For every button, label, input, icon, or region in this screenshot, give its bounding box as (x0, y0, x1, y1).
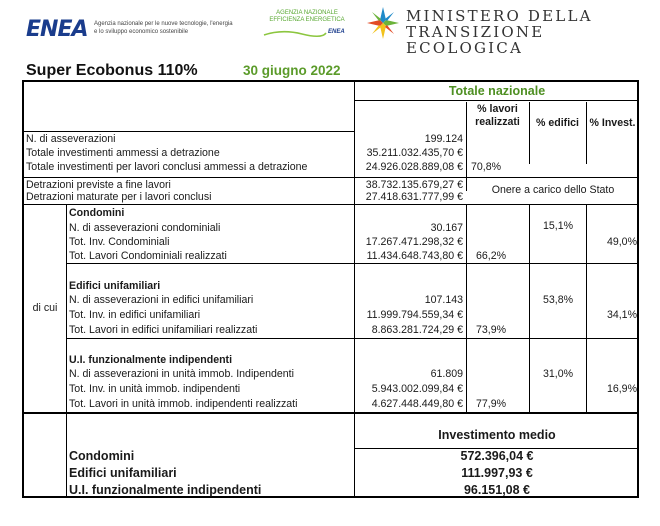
group-row-value: 4.627.448.449,80 € (371, 398, 463, 410)
group-pct-invest: 34,1% (606, 309, 637, 321)
group-row-label: N. di asseverazioni condominiali (69, 222, 221, 234)
invest-medio-label: Edifici unifamiliari (69, 466, 177, 480)
row-label-asseverazioni: N. di asseverazioni (26, 133, 116, 145)
row-pct-lavori-conclusi: 70,8% (471, 161, 502, 173)
group-pct-edifici: 53,8% (543, 294, 574, 306)
invest-medio-label: U.I. funzionalmente indipendenti (69, 483, 262, 497)
row-value-detrazioni-previste: 38.732.135.679,27 € (365, 179, 463, 191)
group-pct-invest: 49,0% (606, 236, 637, 248)
invest-medio-label: Condomini (69, 449, 135, 463)
ministry-line-2: TRANSIZIONE ECOLOGICA (406, 23, 545, 57)
row-value-asseverazioni: 199.124 (424, 133, 463, 145)
group-row-value: 5.943.002.099,84 € (371, 383, 463, 395)
group-pct-lavori: 66,2% (476, 250, 507, 262)
group-pct-lavori: 73,9% (476, 324, 507, 336)
group-row-label: Tot. Inv. in unità immob. indipendenti (69, 383, 241, 395)
col-header-pct-lavori-line-1: % lavori (477, 103, 518, 115)
enea-tagline-line-1: Agenzia nazionale per le nuove tecnologie, l'energia (94, 21, 233, 27)
invest-medio-value: 111.997,93 € (461, 466, 533, 480)
group-row-value: 8.863.281.724,29 € (371, 324, 463, 336)
enea-tagline (94, 20, 254, 36)
group-title-condomini: Condomini (69, 207, 125, 219)
agency-line-2: EFFICIENZA ENERGETICA (269, 17, 345, 23)
onere-stato-note: Onere a carico dello Stato (491, 184, 615, 196)
investimento-medio-header: Investimento medio (438, 428, 556, 442)
invest-medio-value: 96.151,08 € (463, 483, 531, 497)
group-pct-edifici: 15,1% (543, 220, 574, 232)
group-row-label: N. di asseverazioni in edifici unifamiliari (69, 294, 254, 306)
row-value-detrazioni-maturate: 27.418.631.777,99 € (365, 191, 463, 203)
row-label-detrazioni-previste: Detrazioni previste a fine lavori (26, 179, 171, 191)
statistics-table (22, 80, 639, 498)
group-row-label: N. di asseverazioni in unità immob. Indipendenti (69, 368, 294, 380)
group-title-unifamiliari: Edifici unifamiliari (69, 280, 161, 292)
col-header-pct-edifici: % edifici (536, 117, 579, 129)
col-header-pct-lavori (466, 103, 529, 129)
group-row-label: Tot. Lavori Condominiali realizzati (69, 250, 227, 262)
group-pct-lavori: 77,9% (476, 398, 507, 410)
agency-line-1: AGENZIA NAZIONALE (276, 10, 338, 16)
group-row-value: 11.999.794.559,34 € (366, 309, 463, 321)
ministry-star-icon (366, 6, 400, 40)
section-header-totale-nazionale: Totale nazionale (448, 84, 546, 98)
enea-tagline-line-2: e lo sviluppo economico sostenibile (94, 29, 189, 35)
group-row-value: 11.434.648.743,80 € (366, 250, 463, 262)
row-value-lavori-conclusi: 24.926.028.889,08 € (365, 161, 463, 173)
row-label-lavori-conclusi: Totale investimenti per lavori conclusi ammessi a detrazione (26, 161, 308, 173)
invest-medio-value: 572.396,04 € (460, 449, 534, 463)
row-label-investimenti-ammessi: Totale investimenti ammessi a detrazione (26, 147, 220, 159)
group-row-label: Tot. Lavori in unità immob. indipendenti realizzati (69, 398, 298, 410)
group-row-label: Tot. Inv. Condominiali (69, 236, 170, 248)
group-row-value: 107.143 (424, 294, 463, 306)
report-title: Super Ecobonus 110% (26, 62, 198, 79)
group-pct-invest: 16,9% (606, 383, 637, 395)
group-row-value: 30.167 (430, 222, 463, 234)
group-title-ui-indipendenti: U.I. funzionalmente indipendenti (69, 354, 233, 366)
enea-logo (26, 18, 90, 42)
row-label-detrazioni-maturate: Detrazioni maturate per i lavori conclusi (26, 191, 212, 203)
agency-logo (262, 10, 352, 24)
group-row-label: Tot. Lavori in edifici unifamiliari realizzati (69, 324, 258, 336)
ministry-name (406, 8, 660, 56)
report-date: 30 giugno 2022 (243, 63, 341, 78)
group-row-value: 17.267.471.298,32 € (365, 236, 463, 248)
group-row-label: Tot. Inv. in edifici unifamiliari (69, 309, 201, 321)
col-header-pct-lavori-line-2: realizzati (475, 116, 520, 128)
group-row-value: 61.809 (430, 368, 463, 380)
group-pct-edifici: 31,0% (543, 368, 574, 380)
ministry-line-1: MINISTERO DELLA (406, 7, 593, 25)
col-header-pct-invest: % Invest. (589, 117, 636, 129)
di-cui-label: di cui (32, 302, 58, 314)
enea-logo-text: ENEA (26, 17, 88, 42)
row-value-investimenti-ammessi: 35.211.032.435,70 € (366, 147, 463, 159)
agency-enea-mark: ENEA (328, 29, 345, 35)
